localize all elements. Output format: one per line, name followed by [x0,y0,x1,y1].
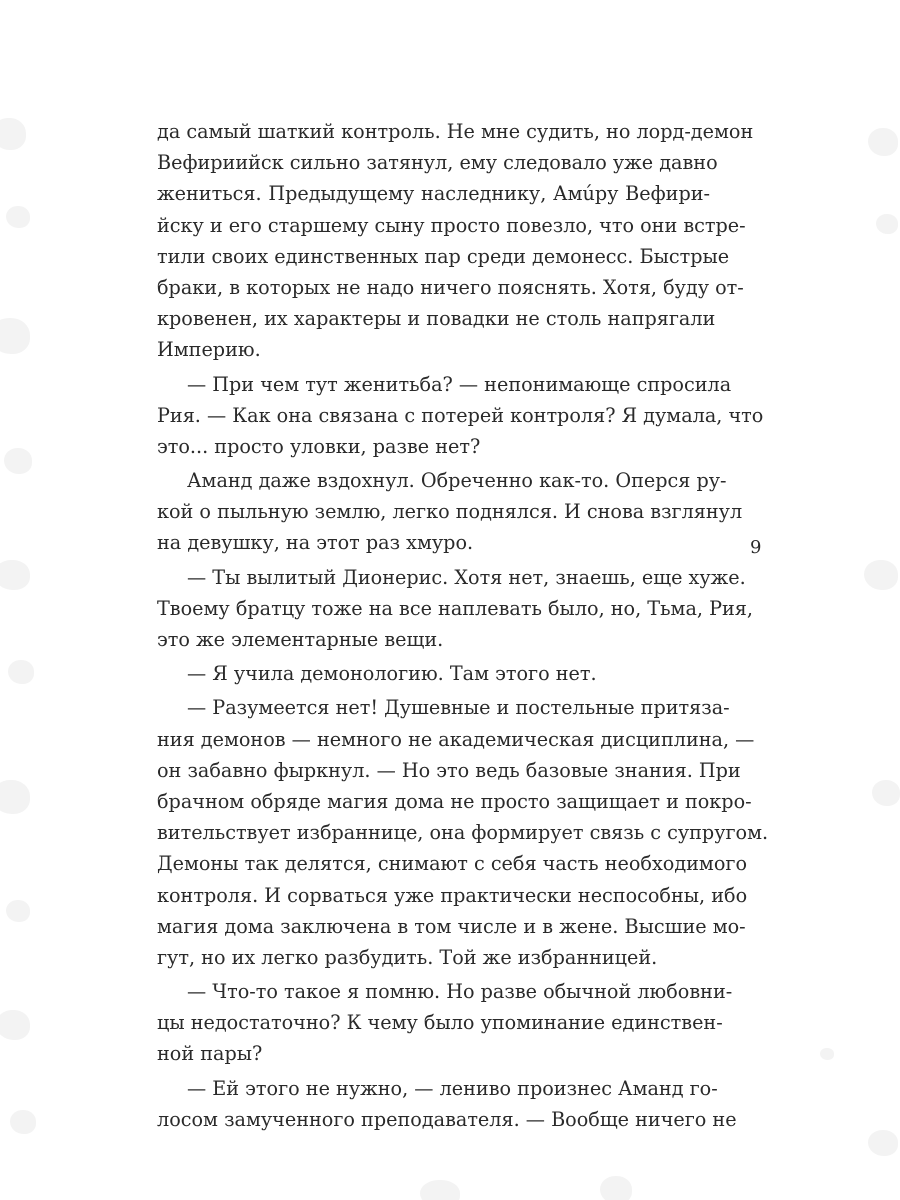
decor-blob [4,448,32,474]
decor-blob [0,118,26,150]
decor-blob [8,660,34,684]
paragraph-2 [157,369,764,463]
text-line: — Ты вылитый Дионерис. Хотя нет, знаешь, еще хуже. [187,565,746,589]
decor-blob [0,780,30,814]
text-line: Демоны так делятся, снимают с себя часть необходимого [157,852,748,876]
text-line: Вефириийск сильно затянул, ему следовало уже давно [157,151,718,175]
text-line: на девушку, на этот раз хмуро. [157,531,474,555]
text-line: магия дома заключена в том числе и в жене. Высшие мо- [157,914,746,938]
text-line: Твоему братцу тоже на все наплевать было, но, Тьма, Рия, [157,596,754,620]
decor-blob [820,1048,834,1060]
decor-blob [876,214,898,234]
decor-blob [872,780,900,806]
text-line: — Что-то такое я помню. Но разве обычной любовни- [187,980,733,1004]
text-line: жениться. Предыдущему наследнику, Амúру Вефири- [157,182,710,206]
text-line: ной пары? [157,1042,263,1066]
decor-blob [0,560,30,590]
text-column [157,116,769,1135]
decor-blob [868,1130,898,1156]
text-line: брачном обряде магия дома не просто защищает и покро- [157,789,752,813]
text-line: лосом замученного преподавателя. — Вообще ничего не [157,1107,737,1131]
paragraph-1 [157,116,754,366]
text-line: гут, но их легко разбудить. Той же избранницей. [157,945,658,969]
text-line: — Я учила демонологию. Там этого нет. [187,662,597,686]
decor-blob [0,318,30,354]
text-line: кровенен, их характеры и повадки не столь напрягали [157,307,716,331]
paragraph-4 [157,562,754,656]
text-line: цы недостаточно? К чему было упоминание единствен- [157,1011,723,1035]
text-line: вительствует избраннице, она формирует связь с супругом. [157,821,769,845]
text-line: это... просто уловки, разве нет? [157,434,481,458]
paragraph-5 [157,658,710,689]
text-line: ния демонов — немного не академическая дисциплина, — [157,727,755,751]
text-line: Империю. [157,338,261,362]
text-line: контроля. И сорваться уже практически неспособны, ибо [157,883,748,907]
decor-blob [420,1180,460,1200]
decor-blob [864,560,898,590]
text-line: — Разумеется нет! Душевные и постельные притяза- [187,696,730,720]
decor-blob [0,1010,30,1040]
text-line: — Ей этого не нужно, — лениво произнес Аманд го- [187,1076,718,1100]
text-line: Рия. — Как она связана с потерей контроля? Я думала, что [157,403,764,427]
text-line: он забавно фыркнул. — Но это ведь базовые знания. При [157,758,741,782]
decor-blob [6,900,30,922]
text-line: да самый шаткий контроль. Не мне судить, но лорд-демон [157,120,754,143]
decor-blob [10,1110,36,1134]
paragraph-6 [157,692,769,973]
text-line: Аманд даже вздохнул. Обреченно как-то. Оперся ру- [187,469,727,493]
text-line: тили своих единственных пар среди демонесс. Быстрые [157,244,730,268]
text-line: — При чем тут женитьба? — непонимающе спросила [187,372,732,396]
paragraph-3 [157,465,743,559]
text-line: браки, в которых не надо ничего пояснять. Хотя, буду от- [157,275,744,299]
decor-blob [6,206,30,228]
decor-blob [600,1176,632,1200]
text-line: йску и его старшему сыну просто повезло, что они встре- [157,213,746,237]
decor-blob [868,128,898,156]
page-number: 9 [750,537,762,558]
text-line: кой о пыльную землю, легко поднялся. И снова взглянул [157,500,743,524]
paragraph-8 [157,1073,737,1135]
text-line: это же элементарные вещи. [157,628,444,651]
paragraph-7 [157,976,733,1070]
